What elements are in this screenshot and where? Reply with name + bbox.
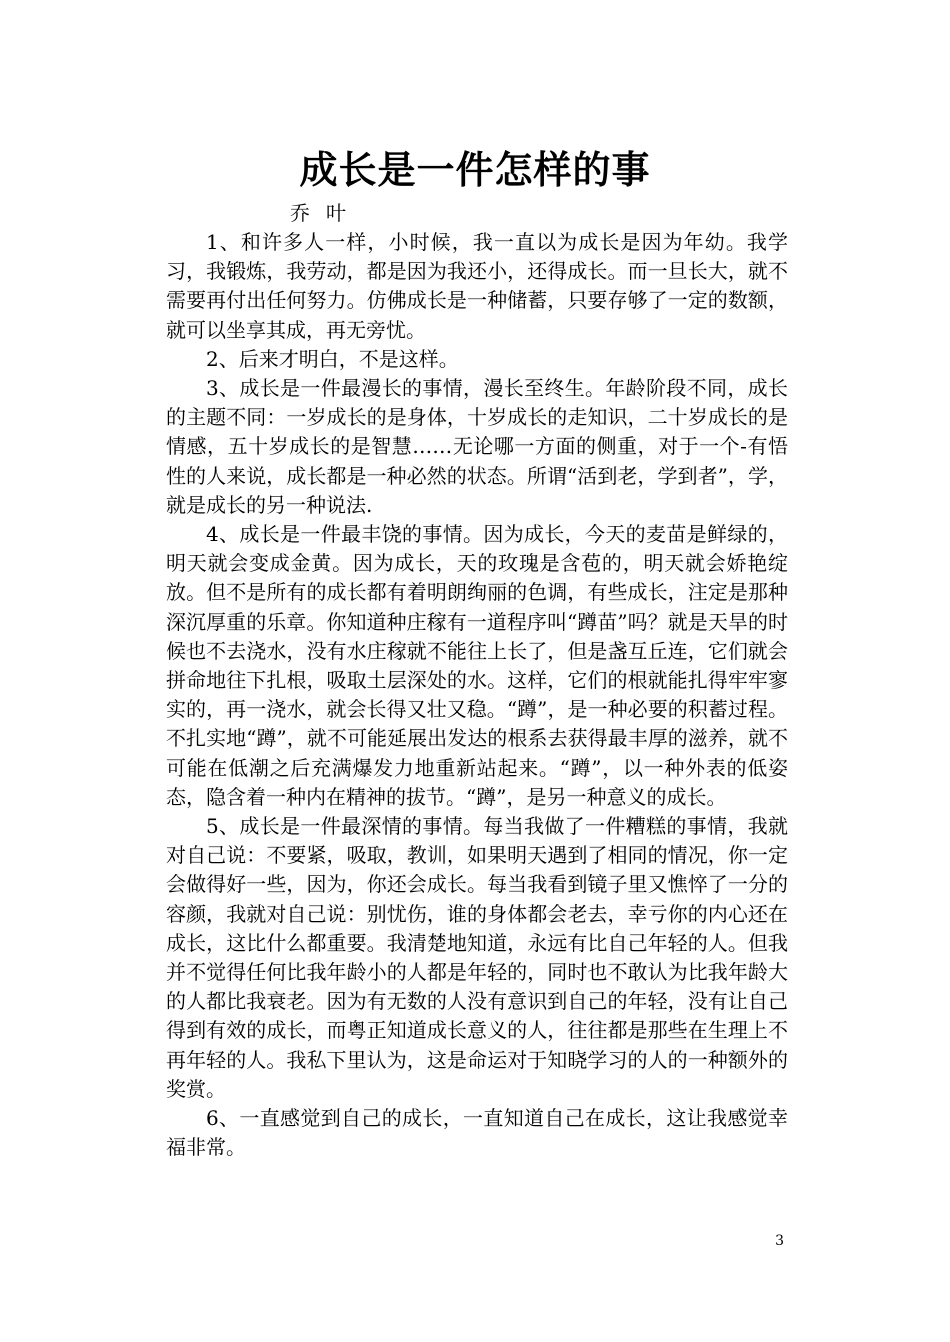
article-body (166, 228, 788, 1163)
page-title: 成长是一件怎样的事 (299, 147, 651, 192)
paragraph-2: 2、后来才明白，不是这样。 (206, 346, 459, 371)
paragraph-3: 3、成长是一件最漫长的事情，漫长至终生。年龄阶段不同，成长的主题不同：一岁成长的是身体，十岁成长的走知识，二十岁成长的是情感，五十岁成长的是智慧……无论哪一方面的侧重，对于一个-有悟性的人来说，成长都是一种必然的状态。所谓“活到老，学到者”，学，就是成长的另一种说法. (166, 376, 788, 517)
paragraph-5: 5、成长是一件最深情的事情。每当我做了一件糟糕的事情，我就对自己说：不要紧，吸取，教训，如果明天遇到了相同的情况，你一定会做得好一些，因为，你还会成长。每当我看到镜子里又憔悴了一分的容颜，我就对自己说：别忧伤，谁的身体都会老去，幸亏你的内心还在成长，这比什么都重要。我清楚地知道，永远有比自己年轻的人。但我并不觉得任何比我年龄小的人都是年轻的，同时也不敢认为比我年龄大的人都比我衰老。因为有无数的人没有意识到自己的年轻，没有让自己得到有效的成长，而粤正知道成长意义的人，往往都是那些在生理上不再年轻的人。我私下里认为，这是命运对于知晓学习的人的一种额外的奖赏。 (166, 814, 788, 1101)
author-name: 乔叶 (290, 201, 362, 225)
page-number: 3 (775, 1233, 784, 1249)
paragraph-6: 6、一直感觉到自己的成长，一直知道自己在成长，这让我感觉幸福非常。 (166, 1106, 788, 1160)
paragraph-1: 1、和许多人一样，小时候，我一直以为成长是因为年幼。我学习，我锻炼，我劳动，都是因为我还小，还得成长。而一旦长大，就不需要再付出任何努力。仿佛成长是一种储蓄，只要存够了一定的数额，就可以坐享其成，再无旁忧。 (166, 230, 788, 342)
paragraph-4: 4、成长是一件最丰饶的事情。因为成长，今天的麦苗是鲜绿的，明天就会变成金黄。因为成长，天的玫瑰是含苞的，明天就会娇艳绽放。但不是所有的成长都有着明朗绚丽的色调，有些成长，注定是那种深沉厚重的乐章。你知道种庄稼有一道程序叫“蹲苗”吗？就是天旱的时候也不去浇水，没有水庄稼就不能往上长了，但是盏互丘连，它们就会拼命地往下扎根，吸取土层深处的水。这样，它们的根就能扎得牢牢寥实的，再一浇水，就会长得又壮又稳。“蹲”，是一种必要的积蓄过程。不扎实地“蹲”，就不可能延展出发达的根系去获得最丰厚的滋养，就不可能在低潮之后充满爆发力地重新站起来。“蹲”，以一种外表的低姿态，隐含着一种内在精神的拔节。“蹲”，是另一种意义的成长。 (166, 522, 788, 809)
